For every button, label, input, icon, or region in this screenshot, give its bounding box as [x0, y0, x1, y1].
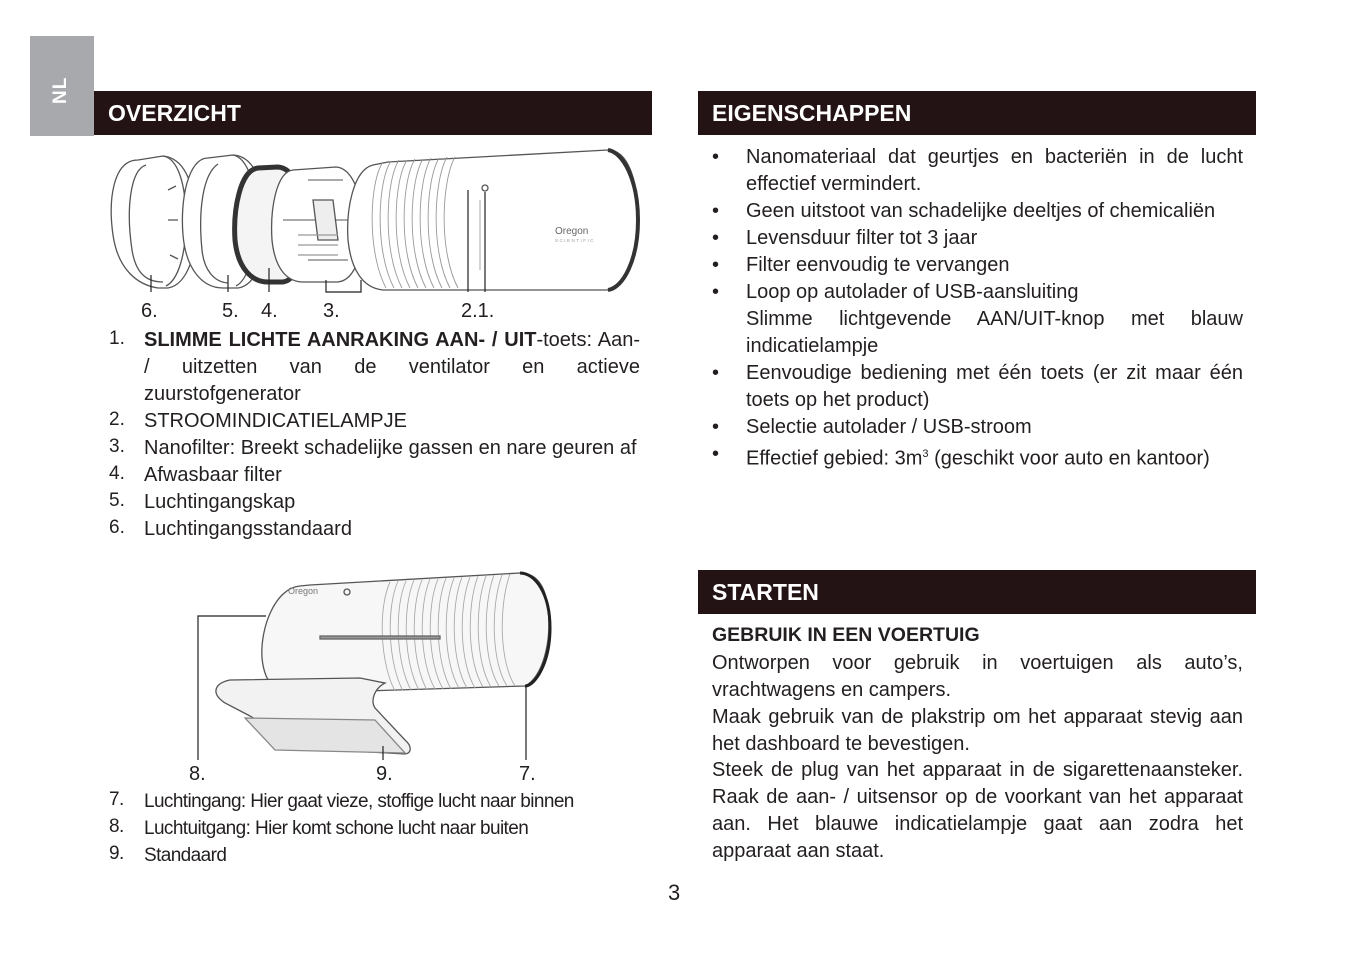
- list-item: [109, 435, 640, 462]
- fig1-label-2-1: 2.1.: [461, 300, 495, 322]
- bullet: •: [712, 146, 720, 168]
- fig2-label-8: 8.: [189, 763, 206, 785]
- exploded-view-illustration: [108, 140, 653, 300]
- list-item: [109, 516, 640, 543]
- bullet: •: [712, 416, 720, 438]
- item-text: Luchtingang: Hier gaat vieze, stoffige lucht naar binnen: [144, 791, 574, 812]
- parts-list: [109, 327, 640, 543]
- item-text: Luchtuitgang: Hier komt schone lucht naar buiten: [144, 818, 529, 839]
- features-title: EIGENSCHAPPEN: [712, 100, 912, 126]
- item-number: 1.: [109, 328, 125, 349]
- item-number: 5.: [109, 490, 125, 511]
- features-list: [712, 144, 1243, 473]
- list-item: [712, 225, 1243, 252]
- list-item: [712, 360, 1243, 414]
- item-text: Standaard: [144, 845, 227, 866]
- item-text: Geen uitstoot van schadelijke deeltjes of chemicaliën: [746, 200, 1216, 222]
- item-number: 2.: [109, 409, 125, 430]
- overview-heading: [94, 91, 652, 135]
- fig2-label-7: 7.: [519, 763, 536, 785]
- fig1-label-5: 5.: [222, 300, 239, 322]
- item-text: Selectie autolader / USB-stroom: [746, 416, 1032, 438]
- list-item: [109, 327, 640, 408]
- language-tab-label: NL: [50, 76, 71, 104]
- list-item: [109, 815, 654, 842]
- fig2-label-9: 9.: [376, 763, 393, 785]
- item-text: Filter eenvoudig te vervangen: [746, 254, 1010, 276]
- bullet: •: [712, 200, 720, 222]
- list-item: [712, 144, 1243, 198]
- item-text: Levensduur filter tot 3 jaar: [746, 227, 978, 249]
- start-heading: [698, 570, 1256, 614]
- list-item: [712, 441, 1243, 473]
- oregon-logo-text: Oregon: [555, 226, 589, 237]
- bullet: •: [712, 362, 720, 384]
- item-text-before: Effectief gebied: 3m: [746, 447, 923, 470]
- page-number: 3: [668, 880, 681, 905]
- oregon-logo-text: Oregon: [288, 586, 319, 596]
- paragraph: Steek de plug van het apparaat in de sigarettenaansteker. Raak de aan- / uitsensor op de voorkant van het apparaat aan. Het blauwe indicatielampje gaat aan zodra het apparaat aan staat.: [712, 759, 1243, 862]
- item-text-after: (geschikt voor auto en kantoor): [928, 447, 1210, 470]
- fig1-label-4: 4.: [261, 300, 278, 322]
- item-number: 4.: [109, 463, 125, 484]
- item-text: Eenvoudige bediening met één toets (er zit maar één toets op het product): [746, 362, 1243, 411]
- parts-list-2: [109, 788, 654, 869]
- list-item: [109, 462, 640, 489]
- bullet: •: [712, 227, 720, 249]
- assembled-device-illustration: [190, 568, 560, 768]
- superscript: 3: [922, 448, 929, 460]
- features-heading: [698, 91, 1256, 135]
- paragraph: Ontworpen voor gebruik in voertuigen als auto’s, vrachtwagens en campers.: [712, 652, 1243, 701]
- bullet: •: [712, 281, 720, 303]
- item-text: Luchtingangsstandaard: [144, 518, 352, 540]
- vehicle-subheading: GEBRUIK IN EEN VOERTUIG: [712, 624, 980, 646]
- item-text: -toets: Aan- / uitzetten van de ventilator en actieve zuurstofgenerator: [144, 329, 640, 405]
- list-item: [109, 788, 654, 815]
- list-item: [712, 414, 1243, 441]
- start-title: STARTEN: [712, 579, 819, 605]
- item-bold-text: SLIMME LICHTE AANRAKING AAN- / UIT: [144, 329, 537, 351]
- fig1-label-6: 6.: [141, 300, 158, 322]
- language-tab: [30, 36, 94, 136]
- list-item: [712, 252, 1243, 279]
- item-text: STROOMINDICATIELAMPJE: [144, 410, 407, 432]
- item-number: 3.: [109, 436, 125, 457]
- item-text: Luchtingangskap: [144, 491, 296, 513]
- list-item: [712, 198, 1243, 225]
- bullet: •: [712, 254, 720, 276]
- oregon-logo-subtext: SCIENTIFIC: [555, 238, 596, 243]
- item-number: 7.: [109, 789, 124, 810]
- item-number: 6.: [109, 517, 125, 538]
- item-text: Loop op autolader of USB-aansluiting Slimme lichtgevende AAN/UIT-knop met blauw indicatielampje: [746, 281, 1243, 357]
- list-item: [109, 408, 640, 435]
- bullet: •: [712, 443, 720, 465]
- list-item: [109, 489, 640, 516]
- list-item: [712, 279, 1243, 360]
- fig1-label-3: 3.: [323, 300, 340, 322]
- item-text: Afwasbaar filter: [144, 464, 282, 486]
- item-number: 9.: [109, 843, 124, 864]
- item-number: 8.: [109, 816, 124, 837]
- item-text: Nanomateriaal dat geurtjes en bacteriën in de lucht effectief vermindert.: [746, 146, 1243, 195]
- overview-title: OVERZICHT: [108, 100, 241, 126]
- list-item: [109, 842, 654, 869]
- item-text: Nanofilter: Breekt schadelijke gassen en nare geuren af: [144, 437, 637, 459]
- paragraph: Maak gebruik van de plakstrip om het apparaat stevig aan het dashboard te bevestigen.: [712, 706, 1243, 755]
